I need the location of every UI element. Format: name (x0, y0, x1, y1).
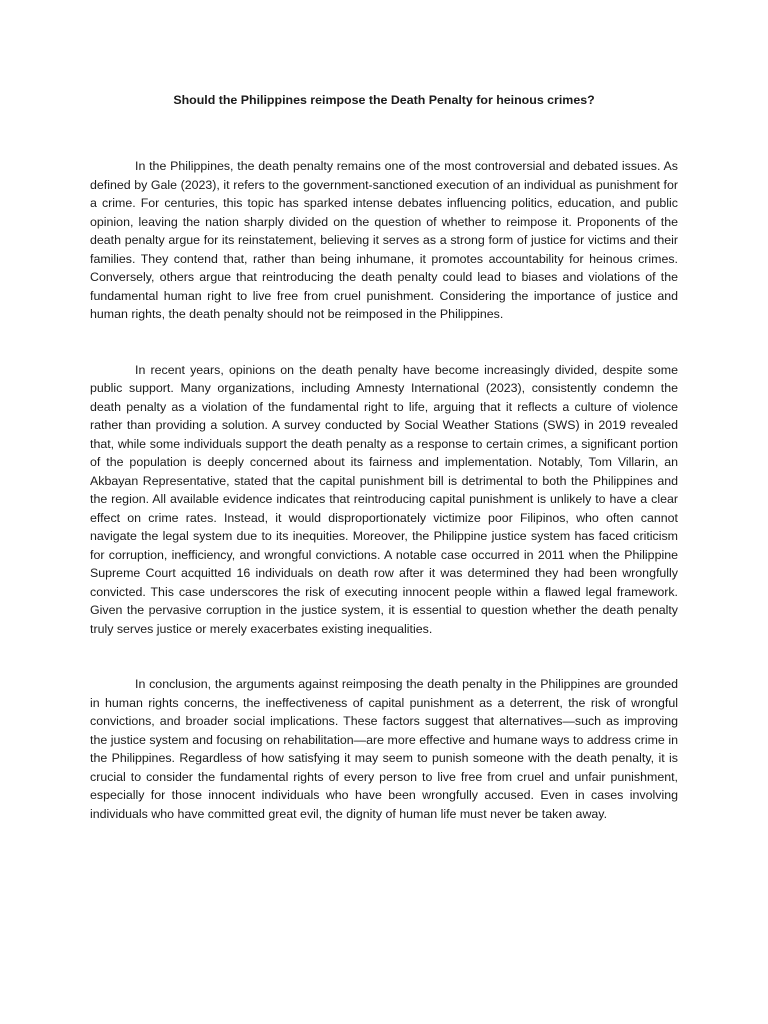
paragraph-conclusion: In conclusion, the arguments against reimposing the death penalty in the Philippines are grounded in human rights concerns, the ineffectiveness of capital punishment as a deterrent, the risk of wrongful convictions, and broader social implications. These factors suggest that alternatives—such as improving the justice system and focusing on rehabilitation—are more effective and humane ways to address crime in the Philippines. Regardless of how satisfying it may seem to punish someone with the death penalty, it is crucial to consider the fundamental rights of every person to live free from cruel and unfair punishment, especially for those innocent individuals who have been wrongfully accused. Even in cases involving individuals who have committed great evil, the dignity of human life must never be taken away. (90, 677, 678, 821)
document-page (90, 90, 678, 823)
paragraph-body: In recent years, opinions on the death penalty have become increasingly divided, despite some public support. Many organizations, including Amnesty International (2023), consistently condemn the death penalty as a violation of the fundamental right to life, arguing that it reflects a culture of violence rather than providing a solution. A survey conducted by Social Weather Stations (SWS) in 2019 revealed that, while some individuals support the death penalty as a response to certain crimes, a significant portion of the population is deeply concerned about its fairness and implementation. Notably, Tom Villarin, an Akbayan Representative, stated that the capital punishment bill is detrimental to both the Philippines and the region. All available evidence indicates that reintroducing capital punishment is unlikely to have a clear effect on crime rates. Instead, it would disproportionately victimize poor Filipinos, who often cannot navigate the legal system due to its inequities. Moreover, the Philippine justice system has faced criticism for corruption, inefficiency, and wrongful convictions. A notable case occurred in 2011 when the Philippine Supreme Court acquitted 16 individuals on death row after it was determined they had been wrongfully convicted. This case underscores the risk of executing innocent people within a flawed legal framework. Given the pervasive corruption in the justice system, it is essential to question whether the death penalty truly serves justice or merely exacerbates existing inequalities. (90, 362, 678, 636)
paragraph-introduction: In the Philippines, the death penalty remains one of the most controversial and debated issues. As defined by Gale (2023), it refers to the government-sanctioned execution of an individual as punishment for a crime. For centuries, this topic has sparked intense debates influencing politics, education, and public opinion, leaving the nation sharply divided on the question of whether to reimpose it. Proponents of the death penalty argue for its reinstatement, believing it serves as a strong form of justice for victims and their families. They contend that, rather than being inhumane, it promotes accountability for heinous crimes. Conversely, others argue that reintroducing the death penalty could lead to biases and violations of the fundamental human right to live free from cruel punishment. Considering the importance of justice and human rights, the death penalty should not be reimposed in the Philippines. (90, 159, 678, 321)
document-title: Should the Philippines reimpose the Death Penalty for heinous crimes? (173, 93, 595, 107)
